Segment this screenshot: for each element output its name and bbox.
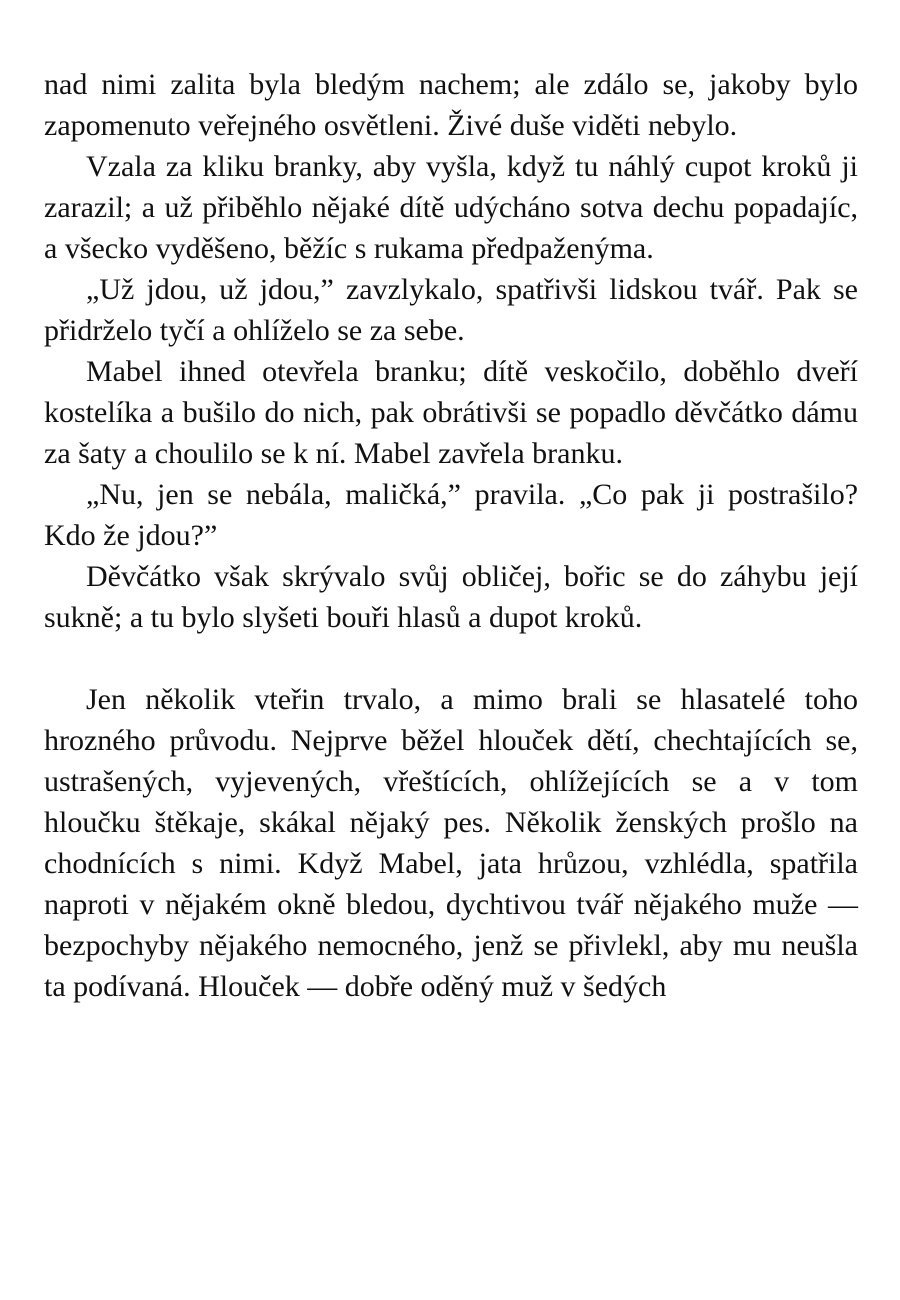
text-line: podívaná. Hlouček — dobře oděný muž v šedých — [73, 970, 667, 1003]
text-line: Jen několik vteřin trvalo, a mimo brali se — [86, 683, 662, 716]
text-line: „Už jdou, už jdou,” zavzlykalo, spatřivši lidskou — [86, 273, 698, 306]
text-line: na chodnících s nimi. Když Mabel, jata hrůzou, — [44, 806, 858, 880]
paragraph — [44, 269, 858, 351]
text-line: Mabel ihned otevřela branku; dítě veskočilo, — [86, 355, 667, 388]
paragraph — [44, 146, 858, 269]
text-line: tivši se popadlo děvčátko dámu za šaty a choulilo se — [44, 396, 858, 470]
text-line: „Nu, jen se nebála, maličká,” pravila. „Co pak ji — [86, 478, 715, 511]
book-page — [44, 64, 858, 1007]
text-line: štěkaje, skákal nějaký pes. Několik ženských prošlo — [154, 806, 816, 839]
text-line: ných, vřeštících, ohlížejících se a v tom hloučku — [44, 765, 859, 839]
paragraph — [44, 474, 858, 556]
paragraph — [44, 556, 858, 638]
text-line: hlouček dětí, chechtajících se, ustrašených, vyjeve — [44, 724, 858, 798]
text-line: Vzala za kliku branky, aby vyšla, když tu náhlý — [86, 150, 675, 183]
text-line: duše viděti nebylo. — [509, 109, 738, 142]
text-line: cupot kroků ji zarazil; a už přiběhlo nějaké dítě — [44, 150, 858, 224]
text-line: kého nemocného, jenž se přivlekl, aby mu neušla ta — [44, 929, 858, 1003]
text-line: tvář. Pak se přidrželo tyčí a ohlíželo se za sebe. — [44, 273, 858, 347]
text-line: no, běžíc s rukama předpaženýma. — [238, 232, 654, 265]
text-line: dychtivou tvář nějakého muže — bezpochyby něja — [44, 888, 858, 962]
text-line: vzhlédla, spatřila naproti v nějakém okně bledou, — [44, 847, 859, 921]
text-line: záhybu její sukně; a tu bylo slyšeti bouři hlasů a — [44, 560, 859, 634]
text-line: nad nimi zalita byla bledým nachem; ale zdálo se, — [44, 68, 695, 101]
text-line: k ní. Mabel zavřela branku. — [293, 437, 623, 470]
section-break — [44, 638, 858, 679]
text-line: doběhlo dveří kostelíka a bušilo do nich, pak obrá — [44, 355, 859, 429]
text-line: udýcháno sotva dechu popadajíc, a všecko vyděše — [44, 191, 859, 265]
paragraph-continuation — [44, 64, 858, 146]
paragraph — [44, 351, 858, 474]
paragraph-section-start — [44, 679, 858, 1007]
text-line: hlasatelé toho hrozného průvodu. Nejprve běžel — [44, 683, 859, 757]
text-line: dupot kroků. — [488, 601, 643, 634]
text-line: Děvčátko však skrývalo svůj obličej, bořic se do — [86, 560, 707, 593]
text-line: postrašilo? Kdo že jdou?” — [44, 478, 859, 552]
text-line: jakoby bylo zapomenuto veřejného osvětleni. Živé — [44, 68, 858, 142]
